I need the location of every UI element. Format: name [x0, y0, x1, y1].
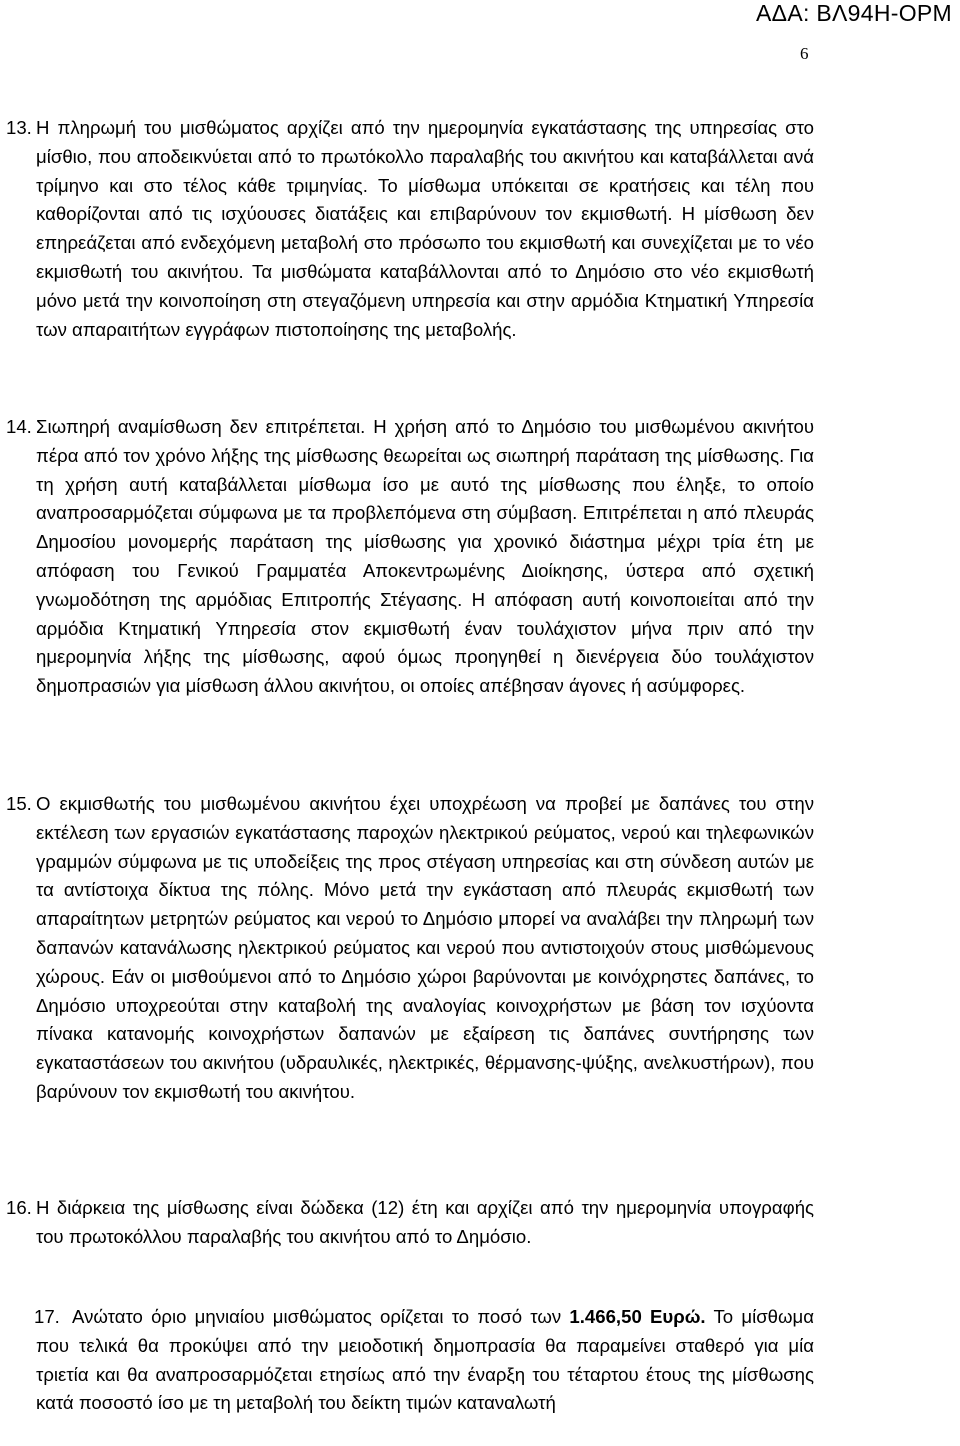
clause-number: 14. [6, 416, 32, 437]
clause-number: 17. [34, 1306, 60, 1327]
page-number: 6 [800, 44, 809, 63]
rent-amount: 1.466,50 Ευρώ. [569, 1306, 706, 1327]
clause-13 [0, 114, 960, 344]
clause-number: 15. [6, 793, 32, 814]
clause-number: 16. [6, 1197, 32, 1218]
clause-text-before: Ανώτατο όριο μηνιαίου μισθώματος ορίζεται το ποσό των [72, 1306, 570, 1327]
clause-14 [0, 413, 960, 701]
clause-number: 13. [6, 117, 32, 138]
clause-text: Η πληρωμή του μισθώματος αρχίζει από την ημερομηνία εγκατάστασης της υπηρεσίας στο μίσθιο, που αποδεικνύεται από το πρωτόκολλο παραλαβής του ακινήτου και καταβάλλεται ανά τρίμηνο και στο τέλος κάθε τριμηνίας. Το μίσθωμα υπόκειται σε κρατήσεις και τέλη που καθορίζονται από τις ισχύουσες διατάξεις και επιβαρύνουν τον εκμισθωτή. Η μίσθωση δεν επηρεάζεται από ενδεχόμενη μεταβολή στο πρόσωπο του εκμισθωτή και συνεχίζεται με το νέο εκμισθωτή του ακινήτου. Τα μισθώματα καταβάλλονται από το Δημόσιο στο νέο εκμισθωτή μόνο μετά την κοινοποίηση στη στεγαζόμενη υπηρεσία και στην αρμόδια Κτηματική Υπηρεσία των απαραιτήτων εγγράφων πιστοποίησης της μεταβολής. [36, 117, 814, 340]
clause-17 [0, 1303, 960, 1418]
clause-text-after: Το μίσθωμα που τελικά θα προκύψει από την μειοδοτική δημοπρασία θα παραμείνει σταθερό για μία τριετία και θα αναπροσαρμόζεται ετησίως από την έναρξη του τέταρτου έτους της μίσθωσης κατά ποσοστό ίσο με τη μεταβολή του δείκτη τιμών καταναλωτή [36, 1306, 814, 1414]
ada-code: ΑΔΑ: ΒΛ94Η-ΟΡΜ [756, 0, 952, 26]
clause-text: Ο εκμισθωτής του μισθωμένου ακινήτου έχει υποχρέωση να προβεί με δαπάνες του στην εκτέλεση των εργασιών εγκατάστασης παροχών ηλεκτρικού ρεύματος, νερού και τηλεφωνικών γραμμών σύμφωνα με τις υποδείξεις της προς στέγαση υπηρεσίας και στη σύνδεση αυτών με τα αντίστοιχα δίκτυα της πόλης. Μόνο μετά την εγκάσταση από πλευράς εκμισθωτή των απαραίτητων μετρητών ρεύματος και νερού το Δημόσιο μπορεί να αναλάβει την πληρωμή των δαπανών κατανάλωσης ηλεκτρικού ρεύματος και νερού που αντιστοιχούν στους μισθώμενους χώρους. Εάν οι μισθούμενοι από το Δημόσιο χώροι βαρύνονται με κοινόχρηστες δαπάνες, το Δημόσιο υποχρεούται στην καταβολή της αναλογίας κοινοχρήστων με βάση τον ισχύοντα πίνακα κατανομής κοινοχρήστων δαπανών με εξαίρεση τις δαπάνες συντήρησης των εγκαταστάσεων του ακινήτου (υδραυλικές, ηλεκτρικές, θέρμανσης-ψύξης, ανελκυστήρων), που βαρύνουν τον εκμισθωτή του ακινήτου. [36, 793, 814, 1102]
clause-text: Η διάρκεια της μίσθωσης είναι δώδεκα (12) έτη και αρχίζει από την ημερομηνία υπογραφής του πρωτοκόλλου παραλαβής του ακινήτου από το Δημόσιο. [36, 1197, 814, 1247]
clause-text [36, 1303, 814, 1418]
clause-text: Σιωπηρή αναμίσθωση δεν επιτρέπεται. Η χρήση από το Δημόσιο του μισθωμένου ακινήτου πέρα από τον χρόνο λήξης της μίσθωσης θεωρείται ως σιωπηρή παράταση της μίσθωσης. Για τη χρήση αυτή καταβάλλεται μίσθωμα ίσο με αυτό της μίσθωσης που έληξε, το οποίο αναπροσαρμόζεται σύμφωνα με τα προβλεπόμενα στη σύμβαση. Επιτρέπεται η από πλευράς Δημοσίου μονομερής παράταση της μίσθωσης για χρονικό διάστημα μέχρι τρία έτη με απόφαση του Γενικού Γραμματέα Αποκεντρωμένης Διοίκησης, ύστερα από σχετική γνωμοδότηση της αρμόδιας Επιτροπής Στέγασης. Η απόφαση αυτή κοινοποιείται από την αρμόδια Κτηματική Υπηρεσία στον εκμισθωτή έναν τουλάχιστον μήνα πριν από την ημερομηνία λήξης της μίσθωσης, αφού όμως προηγηθεί η διενέργεια δύο τουλάχιστον δημοπρασιών για μίσθωση άλλου ακινήτου, οι οποίες απέβησαν άγονες ή ασύμφορες. [36, 416, 814, 697]
clause-15 [0, 790, 960, 1107]
clause-16 [0, 1194, 960, 1252]
